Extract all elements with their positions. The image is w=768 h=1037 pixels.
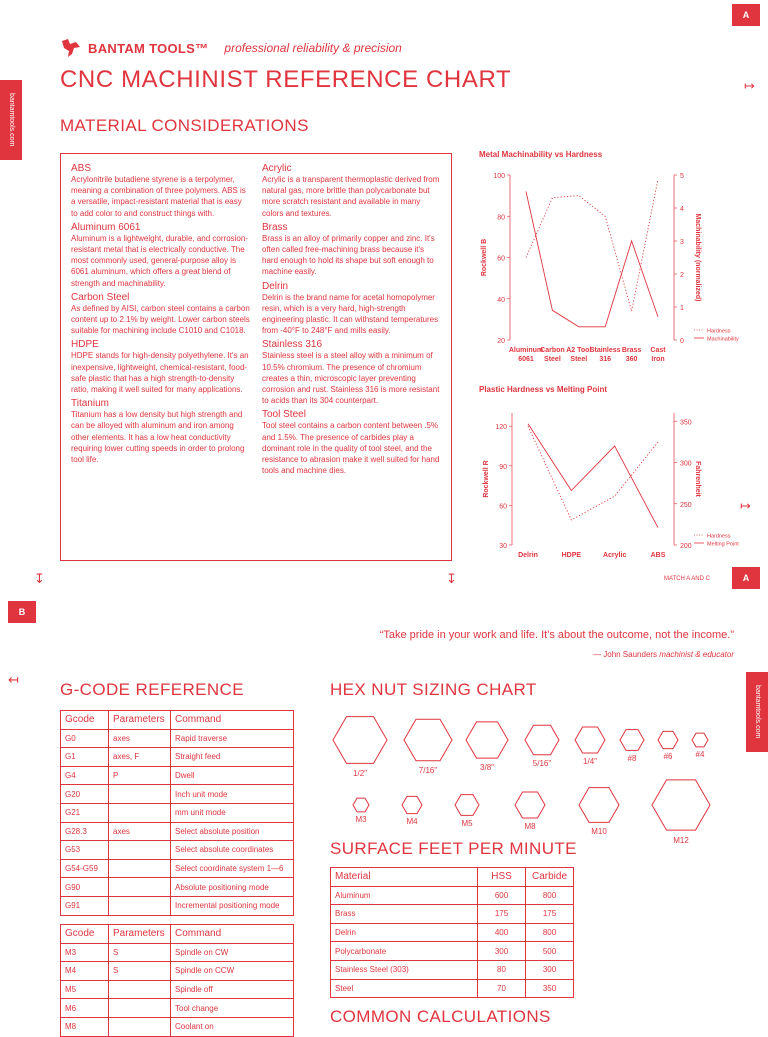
material-name: HDPE bbox=[71, 339, 99, 351]
table-cell: G54-G59 bbox=[61, 859, 109, 878]
table-cell bbox=[109, 1017, 171, 1036]
y-tick-label: 100 bbox=[493, 173, 505, 180]
table-cell: 175 bbox=[526, 905, 574, 924]
table-header: Command bbox=[171, 925, 294, 944]
x-tick-label: Delrin bbox=[518, 552, 538, 559]
material-description: Tool steel contains a carbon content between .5% and 1.5%. The presence of carbides play a dominant role in the quality of tool steel, and the resistance to abrasion make it well suited for hand tools and machine dies. bbox=[262, 421, 440, 476]
table-header: Material bbox=[331, 868, 478, 887]
material-description: As defined by AISI, carbon steel contains a carbon content up to 2.1% by weight. Lower carbon steels suitable for machining include C1010 and C1018. bbox=[71, 303, 250, 336]
chart-title-metal: Metal Machinability vs Hardness bbox=[479, 150, 603, 159]
table-cell: axes, F bbox=[109, 748, 171, 767]
table-cell: Dwell bbox=[171, 766, 294, 785]
table-row bbox=[61, 980, 294, 999]
table-cell: G20 bbox=[61, 785, 109, 804]
arrow-right-icon: ↦ bbox=[740, 498, 751, 513]
hexnut-label: 1/4" bbox=[583, 757, 597, 766]
table-header: Carbide bbox=[526, 868, 574, 887]
table-cell bbox=[109, 878, 171, 897]
table-header: Gcode bbox=[61, 711, 109, 730]
series-line-machinability bbox=[526, 192, 658, 327]
table-row bbox=[61, 999, 294, 1018]
x-tick-label: Aluminum 6061 bbox=[508, 347, 544, 363]
hexnut-shape bbox=[692, 733, 708, 747]
series-line-melting-point bbox=[528, 424, 658, 528]
table-cell: axes bbox=[109, 729, 171, 748]
table-cell: M3 bbox=[61, 943, 109, 962]
page-title: CNC MACHINIST REFERENCE CHART bbox=[60, 66, 512, 93]
table-row bbox=[61, 729, 294, 748]
material-description: Titanium has a low density but high strength and can be alloyed with aluminum and iron among other elements. It has a low heat conductivity requiring lower cutting speeds in order to prolong tool life. bbox=[71, 410, 245, 465]
series-line-hardness bbox=[526, 179, 658, 311]
table-row bbox=[61, 896, 294, 915]
material-name: ABS bbox=[71, 163, 92, 174]
tab-b: B bbox=[8, 601, 36, 623]
quote-text: “Take pride in your work and life. It's about the outcome, not the income.” bbox=[379, 629, 734, 641]
table-cell: G0 bbox=[61, 729, 109, 748]
material-column-right bbox=[262, 160, 441, 554]
match-note: MATCH A AND C bbox=[664, 576, 710, 582]
hexnut-shape bbox=[658, 731, 678, 748]
material-name: Titanium bbox=[71, 398, 109, 410]
material-description: Aluminum is a lightweight, durable, and corrosion-resistant metal that is electrically conductive. The most commonly used, general-purpose alloy is 6061 aluminum, which offers a great blend of strength and machinability. bbox=[71, 233, 248, 288]
table-cell: G90 bbox=[61, 878, 109, 897]
table-row bbox=[331, 979, 574, 998]
table-cell: Incremental positioning mode bbox=[171, 896, 294, 915]
hexnut-label: M4 bbox=[406, 817, 418, 826]
table-row bbox=[61, 785, 294, 804]
table-row bbox=[61, 859, 294, 878]
y-tick-label: 30 bbox=[499, 543, 507, 550]
y2-tick-label: 4 bbox=[680, 206, 684, 213]
y2-tick-label: 200 bbox=[680, 543, 692, 550]
series-line-hardness bbox=[528, 426, 658, 520]
table-row bbox=[61, 766, 294, 785]
table-cell: 400 bbox=[478, 923, 526, 942]
table-cell: G1 bbox=[61, 748, 109, 767]
chart-title-plastic: Plastic Hardness vs Melting Point bbox=[479, 385, 608, 394]
y2-axis-label: Machinability (normalized) bbox=[694, 213, 701, 302]
y-tick-label: 60 bbox=[499, 503, 507, 511]
legend-label: Melting Point bbox=[707, 541, 739, 548]
x-tick-label: HDPE bbox=[561, 552, 582, 559]
table-cell: Brass bbox=[331, 905, 478, 924]
table-cell: Tool change bbox=[171, 999, 294, 1018]
arrow-down-icon: ↧ bbox=[446, 571, 457, 586]
table-cell: Select absolute position bbox=[171, 822, 294, 841]
y2-tick-label: 3 bbox=[680, 239, 684, 246]
table-cell: 600 bbox=[478, 886, 526, 905]
table-cell: Spindle on CCW bbox=[171, 962, 294, 981]
x-tick-label: Cast Iron bbox=[650, 347, 666, 363]
hexnut-label: M10 bbox=[591, 827, 607, 836]
table-cell: Straight feed bbox=[171, 748, 294, 767]
table-cell: Stainless Steel (303) bbox=[331, 960, 478, 979]
table-cell: G4 bbox=[61, 766, 109, 785]
hexnut-label: M5 bbox=[461, 819, 473, 828]
table-cell: Absolute positioning mode bbox=[171, 878, 294, 897]
table-cell bbox=[109, 785, 171, 804]
rooster-logo-icon bbox=[60, 38, 82, 58]
y2-tick-label: 5 bbox=[680, 173, 684, 180]
quote-author bbox=[593, 650, 734, 659]
material-heading: MATERIAL CONSIDERATIONS bbox=[60, 116, 309, 135]
y-tick-label: 40 bbox=[497, 296, 505, 304]
table-cell: 175 bbox=[478, 905, 526, 924]
hexnut-heading: HEX NUT SIZING CHART bbox=[330, 680, 537, 699]
y2-tick-label: 350 bbox=[680, 419, 692, 427]
table-cell: Polycarbonate bbox=[331, 942, 478, 961]
table-row bbox=[61, 748, 294, 767]
table-cell: M8 bbox=[61, 1017, 109, 1036]
table-cell: 800 bbox=[526, 886, 574, 905]
table-header: HSS bbox=[478, 868, 526, 887]
y2-tick-label: 1 bbox=[680, 305, 684, 312]
table-cell: P bbox=[109, 766, 171, 785]
table-cell: G28.3 bbox=[61, 822, 109, 841]
table-header: Gcode bbox=[61, 925, 109, 944]
hexnut-label: 7/16" bbox=[418, 766, 438, 775]
table-cell: mm unit mode bbox=[171, 803, 294, 822]
table-cell: Delrin bbox=[331, 923, 478, 942]
gcode-table bbox=[60, 710, 294, 916]
y2-tick-label: 0 bbox=[680, 338, 684, 345]
table-header: Parameters bbox=[109, 925, 171, 944]
table-cell: Coolant on bbox=[171, 1017, 294, 1036]
x-tick-label: A2 Tool Steel bbox=[566, 347, 592, 363]
table-row bbox=[61, 841, 294, 860]
x-tick-label: Stainless 316 bbox=[589, 347, 621, 363]
table-cell: S bbox=[109, 962, 171, 981]
table-header: Command bbox=[171, 711, 294, 730]
brand-header bbox=[60, 38, 402, 58]
hexnut-label: #8 bbox=[627, 754, 637, 763]
legend-label: Hardness bbox=[707, 328, 731, 335]
arrow-left-icon: ↤ bbox=[8, 672, 19, 687]
material-description: Stainless steel is a steel alloy with a minimum of 10.5% chromium. The presence of chromium creates a thin, microscopic layer preventing corrosion and rust. Stainless 316 is more resistant to acids than its 304 counterpart. bbox=[262, 351, 440, 406]
table-row bbox=[331, 923, 574, 942]
hexnut-label: #6 bbox=[663, 752, 673, 761]
material-name: Aluminum 6061 bbox=[71, 221, 141, 233]
hexnut-shape bbox=[620, 730, 644, 751]
y-tick-label: 80 bbox=[497, 214, 505, 222]
table-row bbox=[331, 960, 574, 979]
table-row bbox=[61, 962, 294, 981]
hexnut-shape bbox=[579, 788, 619, 823]
table-cell: G21 bbox=[61, 803, 109, 822]
table-cell: 500 bbox=[526, 942, 574, 961]
y2-tick-label: 2 bbox=[680, 272, 684, 279]
hexnut-shape bbox=[402, 796, 422, 813]
material-description: HDPE stands for high-density polyethylene. It's an inexpensive, lightweight, chemical-resistant, food-safe plastic that has a high strength-to-density ratio, making it well suited for many applications. bbox=[71, 351, 249, 395]
table-cell bbox=[109, 803, 171, 822]
table-cell: 80 bbox=[478, 960, 526, 979]
quote-author-name: — John Saunders bbox=[593, 650, 658, 659]
table-cell: Select absolute coordinates bbox=[171, 841, 294, 860]
hexnut-shape bbox=[652, 780, 710, 830]
table-row bbox=[61, 943, 294, 962]
material-name: Acrylic bbox=[262, 163, 292, 174]
tab-a-mid: A bbox=[732, 567, 760, 589]
x-tick-label: Acrylic bbox=[602, 552, 627, 559]
hexnut-label: M3 bbox=[355, 815, 367, 824]
mcode-table bbox=[60, 924, 294, 1037]
x-tick-label: Carbon Steel bbox=[540, 347, 565, 363]
table-cell: Steel bbox=[331, 979, 478, 998]
material-description: Delrin is the brand name for acetal homopolymer resin, which is a very hard, high-strength engineering plastic. It can withstand temperatures from -40°F to 248°F and mills easily. bbox=[262, 292, 439, 336]
arrow-down-icon: ↧ bbox=[34, 571, 45, 586]
x-tick-label: ABS bbox=[650, 552, 666, 559]
material-description: Acrylonitrile butadiene styrene is a terpolymer, meaning a combination of three polymers. ABS is a versatile, impact-resistant material that is easy to add color to and construct things with. bbox=[71, 175, 246, 218]
arrow-right-icon: ↦ bbox=[744, 78, 755, 93]
table-cell: M5 bbox=[61, 980, 109, 999]
table-cell bbox=[109, 980, 171, 999]
table-cell bbox=[109, 896, 171, 915]
material-column-left bbox=[71, 160, 250, 554]
table-cell: M4 bbox=[61, 962, 109, 981]
side-tab-website-bottom: bantamtools.com bbox=[746, 672, 768, 752]
table-row bbox=[61, 822, 294, 841]
table-header: Parameters bbox=[109, 711, 171, 730]
table-cell: 350 bbox=[526, 979, 574, 998]
y2-axis-label: Fahrenheit bbox=[694, 461, 701, 497]
table-cell bbox=[109, 859, 171, 878]
material-name: Stainless 316 bbox=[262, 339, 323, 351]
y-axis-label: Rockwell R bbox=[483, 460, 490, 498]
y-axis-label: Rockwell B bbox=[481, 238, 488, 277]
hexnut-label: 5/16" bbox=[532, 759, 552, 768]
sfpm-heading: SURFACE FEET PER MINUTE bbox=[330, 839, 577, 858]
hexnut-shape bbox=[575, 727, 605, 753]
hexnut-label: 1/2" bbox=[353, 769, 367, 778]
hexnut-shape bbox=[333, 717, 387, 764]
chart-metal-machinability bbox=[470, 162, 750, 372]
brand-name: BANTAM TOOLS™ bbox=[88, 40, 209, 56]
gcode-heading: G-CODE REFERENCE bbox=[60, 680, 244, 699]
y-tick-label: 90 bbox=[499, 463, 507, 471]
material-name: Delrin bbox=[262, 280, 289, 292]
table-row bbox=[331, 942, 574, 961]
sfpm-table bbox=[330, 867, 574, 998]
table-cell bbox=[109, 841, 171, 860]
quote-author-role: machinist & educator bbox=[659, 650, 734, 659]
hexnut-shape bbox=[404, 719, 452, 761]
y-tick-label: 120 bbox=[495, 424, 507, 432]
material-name: Carbon Steel bbox=[71, 291, 130, 303]
hexnut-shape bbox=[353, 798, 369, 812]
table-row bbox=[331, 886, 574, 905]
side-tab-website: bantamtools.com bbox=[0, 80, 22, 160]
table-cell: 300 bbox=[526, 960, 574, 979]
table-cell: 300 bbox=[478, 942, 526, 961]
hexnut-chart bbox=[320, 705, 730, 855]
table-cell: Spindle on CW bbox=[171, 943, 294, 962]
brand-tagline: professional reliability & precision bbox=[224, 41, 402, 55]
table-cell: Rapid traverse bbox=[171, 729, 294, 748]
hexnut-label: 3/8" bbox=[480, 763, 494, 772]
x-tick-label: Brass 360 bbox=[621, 347, 642, 363]
table-cell: Aluminum bbox=[331, 886, 478, 905]
material-description: Acrylic is a transparent thermoplastic derived from natural gas, more brittle than polycarbonate but more scratch resistant and available in many colors and textures. bbox=[262, 175, 440, 218]
y-tick-label: 20 bbox=[497, 338, 505, 345]
hexnut-label: M8 bbox=[524, 822, 536, 831]
hexnut-shape bbox=[466, 722, 508, 758]
table-cell: Select coordinate system 1—6 bbox=[171, 859, 294, 878]
table-cell bbox=[109, 999, 171, 1018]
table-cell: M6 bbox=[61, 999, 109, 1018]
common-calc-heading: COMMON CALCULATIONS bbox=[330, 1007, 551, 1026]
hexnut-label: M12 bbox=[673, 836, 689, 845]
table-row bbox=[61, 803, 294, 822]
legend-label: Hardness bbox=[707, 533, 731, 540]
table-cell: 70 bbox=[478, 979, 526, 998]
y2-tick-label: 250 bbox=[680, 501, 692, 509]
y2-tick-label: 300 bbox=[680, 460, 692, 468]
material-name: Tool Steel bbox=[262, 409, 306, 421]
y-tick-label: 60 bbox=[497, 255, 505, 263]
table-cell: Inch unit mode bbox=[171, 785, 294, 804]
hexnut-shape bbox=[525, 725, 559, 754]
material-box bbox=[60, 153, 452, 561]
table-row bbox=[61, 878, 294, 897]
material-name: Brass bbox=[262, 221, 288, 233]
legend-label: Machinability bbox=[707, 336, 739, 343]
hexnut-shape bbox=[455, 795, 479, 816]
table-cell: G53 bbox=[61, 841, 109, 860]
table-row bbox=[331, 905, 574, 924]
table-cell: Spindle off bbox=[171, 980, 294, 999]
table-cell: axes bbox=[109, 822, 171, 841]
chart-plastic-hardness bbox=[462, 405, 752, 565]
table-cell: S bbox=[109, 943, 171, 962]
table-cell: 800 bbox=[526, 923, 574, 942]
table-row bbox=[61, 1017, 294, 1036]
tab-a-top: A bbox=[732, 4, 760, 26]
material-description: Brass is an alloy of primarily copper and zinc. It's often called free-machining brass because it's hard enough to hold its shape but soft enough to machine easily. bbox=[262, 233, 435, 277]
hexnut-shape bbox=[515, 792, 545, 818]
table-cell: G91 bbox=[61, 896, 109, 915]
hexnut-label: #4 bbox=[695, 750, 705, 759]
